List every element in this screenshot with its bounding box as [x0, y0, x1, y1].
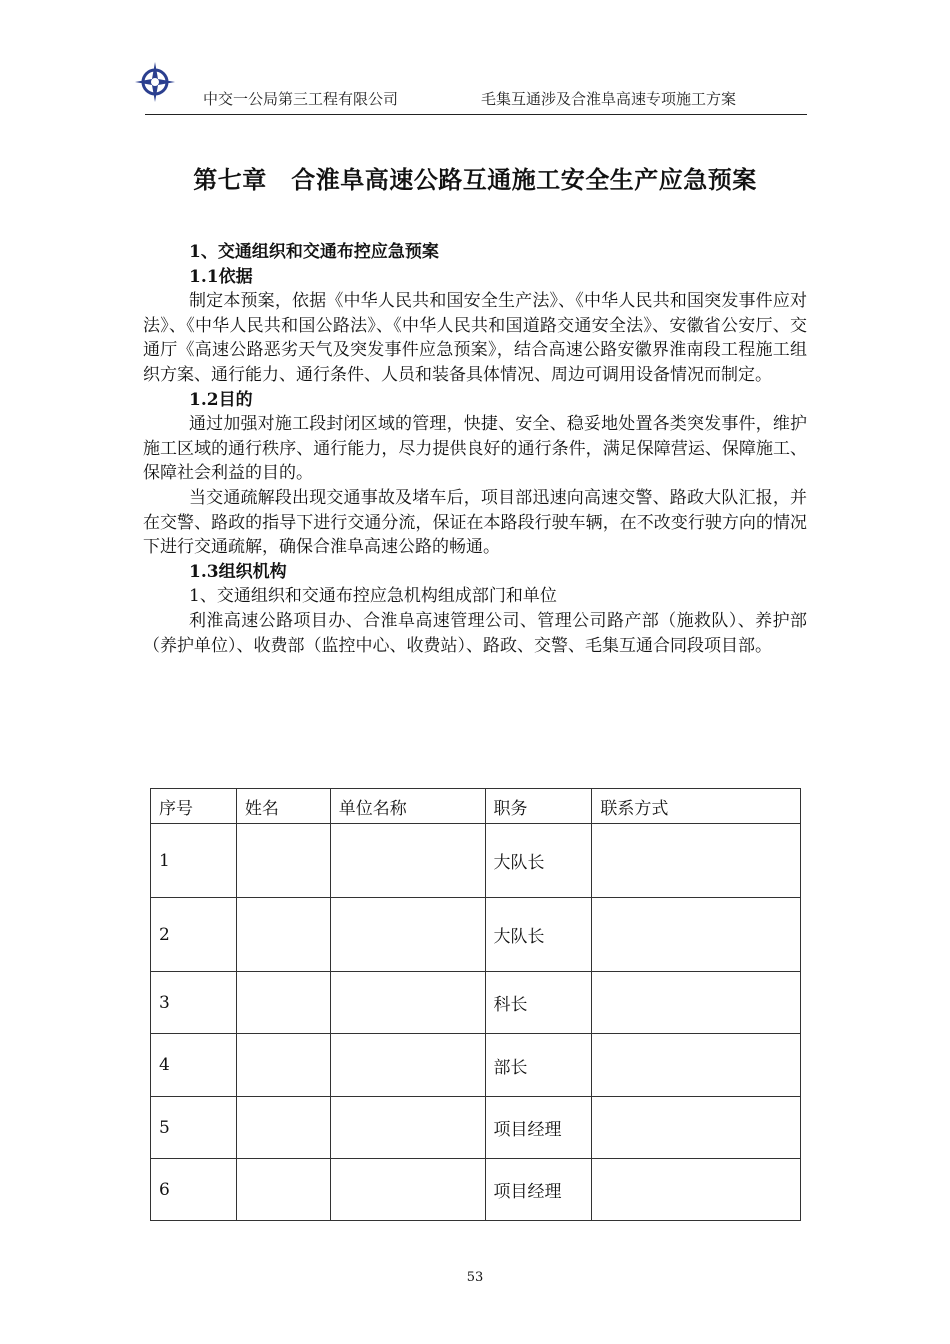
cell-name: [236, 824, 330, 898]
cell-contact: [592, 1034, 801, 1097]
page-header: [133, 60, 807, 116]
cell-contact: [592, 1097, 801, 1159]
section-1-3-paragraph: 利淮高速公路项目办、合淮阜高速管理公司、管理公司路产部（施救队）、养护部（养护单位）、收费部（监控中心、收费站）、路政、交警、毛集互通合同段项目部。: [143, 610, 807, 656]
cell-index: 2: [151, 898, 237, 972]
section-1-2-heading: 1.2目的: [189, 389, 253, 410]
cell-contact: [592, 898, 801, 972]
table-row: [151, 898, 801, 972]
section-1-2-paragraph-1: 通过加强对施工段封闭区域的管理，快捷、安全、稳妥地处置各类突发事件，维护施工区域的通行秩序、通行能力，尽力提供良好的通行条件，满足保障营运、保障施工、保障社会利益的目的。: [143, 414, 807, 484]
company-logo-icon: [133, 60, 177, 104]
cell-contact: [592, 824, 801, 898]
cell-position: 科长: [485, 972, 592, 1034]
section-1-2-paragraph-2: 当交通疏解段出现交通事故及堵车后，项目部迅速向高速交警、路政大队汇报，并在交警、路政的指导下进行交通分流，保证在本路段行驶车辆，在不改变行驶方向的情况下进行交通疏解，确保合淮阜高速公路的畅通。: [143, 487, 807, 558]
header-divider: [145, 114, 807, 115]
cell-name: [236, 1034, 330, 1097]
cell-name: [236, 1159, 330, 1221]
cell-position: 项目经理: [485, 1097, 592, 1159]
header-project-name: 毛集互通涉及合淮阜高速专项施工方案: [481, 90, 737, 108]
cell-index: 3: [151, 972, 237, 1034]
cell-name: [236, 972, 330, 1034]
header-company-name: 中交一公局第三工程有限公司: [203, 90, 399, 108]
column-header-position: 职务: [485, 789, 592, 824]
section-1-1-heading: 1.1依据: [189, 266, 253, 287]
page-number: 53: [466, 1270, 484, 1285]
cell-index: 5: [151, 1097, 237, 1159]
section-1-heading: 1、交通组织和交通布控应急预案: [189, 242, 439, 262]
chapter-title: 第七章 合淮阜高速公路互通施工安全生产应急预案: [193, 165, 757, 194]
cell-contact: [592, 1159, 801, 1221]
table-row: [151, 972, 801, 1034]
cell-position: 项目经理: [485, 1159, 592, 1221]
table-row: [151, 1097, 801, 1159]
cell-position: 大队长: [485, 898, 592, 972]
column-header-unit: 单位名称: [330, 789, 485, 824]
cell-position: 大队长: [485, 824, 592, 898]
cell-unit: [330, 1097, 485, 1159]
cell-unit: [330, 1159, 485, 1221]
document-body: [143, 240, 807, 658]
cell-index: 6: [151, 1159, 237, 1221]
emergency-contacts-table: [150, 788, 801, 1221]
cell-index: 1: [151, 824, 237, 898]
column-header-name: 姓名: [236, 789, 330, 824]
section-1-1-paragraph: 制定本预案，依据《中华人民共和国安全生产法》、《中华人民共和国突发事件应对法》、《中华人民共和国公路法》、《中华人民共和国道路交通安全法》、安徽省公安厅、交通厅《高速公路恶劣天气及突发事件应急预案》，结合高速公路安徽界淮南段工程施工组织方案、通行能力、通行条件、人员和装备具体情况、周边可调用设备情况而制定。: [143, 291, 807, 385]
table-header-row: [151, 789, 801, 824]
cell-index: 4: [151, 1034, 237, 1097]
section-1-3-item-1: 1、交通组织和交通布控应急机构组成部门和单位: [189, 586, 557, 607]
table-row: [151, 824, 801, 898]
cell-unit: [330, 1034, 485, 1097]
table-row: [151, 1034, 801, 1097]
table-row: [151, 1159, 801, 1221]
cell-name: [236, 1097, 330, 1159]
column-header-contact: 联系方式: [592, 789, 801, 824]
cell-name: [236, 898, 330, 972]
cell-position: 部长: [485, 1034, 592, 1097]
section-1-3-heading: 1.3组织机构: [189, 561, 287, 582]
cell-contact: [592, 972, 801, 1034]
cell-unit: [330, 898, 485, 972]
column-header-index: 序号: [151, 789, 237, 824]
cell-unit: [330, 824, 485, 898]
cell-unit: [330, 972, 485, 1034]
